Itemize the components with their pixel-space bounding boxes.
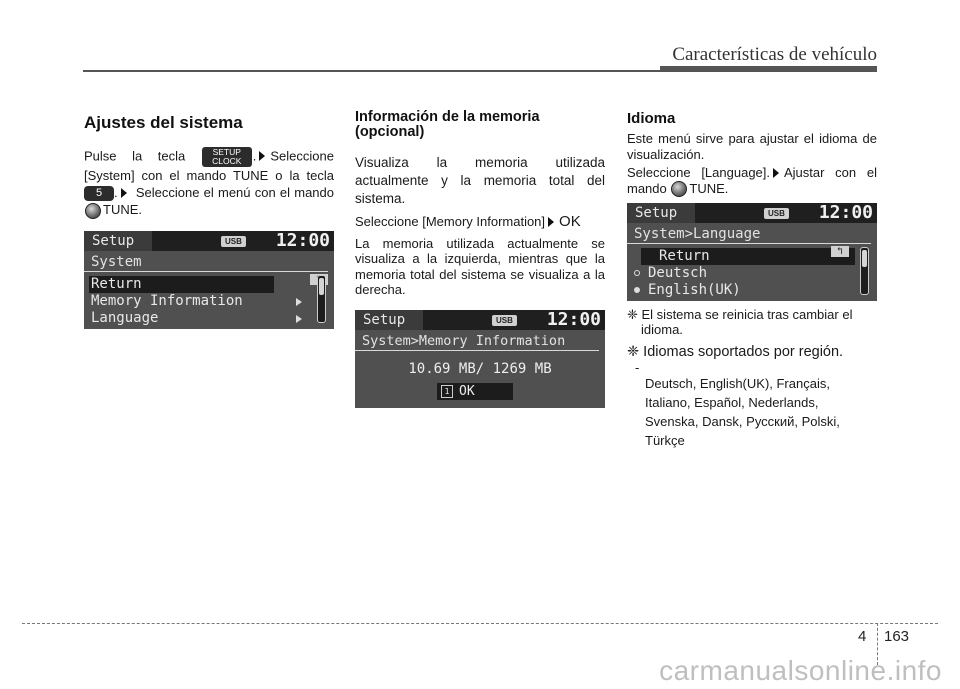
ok-button[interactable]: 1 OK	[437, 383, 513, 400]
screen-subtitle: System	[84, 253, 328, 272]
usb-badge: USB	[492, 315, 517, 326]
scrollbar[interactable]	[317, 275, 326, 323]
header-rule	[83, 70, 743, 72]
language-section	[627, 110, 877, 450]
language-menu-screen	[627, 203, 877, 301]
restart-note: ❈ El sistema se reinicia tras cambiar el idioma.	[627, 307, 853, 338]
radio-off-icon	[634, 270, 640, 276]
screen-title: Setup	[627, 203, 695, 223]
section-heading-language: Idioma	[627, 110, 676, 127]
usb-badge: USB	[221, 236, 246, 247]
list-item: Italiano, Español, Nederlands,	[645, 395, 819, 411]
tune-knob-icon	[85, 203, 101, 219]
screen-clock: 12:00	[546, 309, 601, 330]
section-heading-memory: Información de la memoria (opcional)	[355, 109, 540, 140]
scrollbar-thumb[interactable]	[319, 278, 324, 295]
arrow-right-icon	[259, 151, 265, 161]
watermark: carmanualsonline.info	[659, 655, 942, 686]
supported-languages-list	[635, 360, 877, 450]
radio-on-icon	[634, 287, 640, 293]
screen-subtitle: System>Language	[627, 225, 871, 244]
system-instructions: Pulse la tecla SETUP CLOCK . Seleccione [System] con el mando TUNE o la tecla 5 . Seleccione el menú con el mando TUNE.	[84, 147, 334, 218]
tune-knob-icon	[671, 181, 687, 197]
list-dash: -	[635, 360, 640, 376]
chevron-right-icon	[296, 315, 302, 323]
memory-description: Visualiza la memoria utilizada actualmente y la memoria total del sistema.	[355, 155, 605, 206]
language-description: Este menú sirve para ajustar el idioma de visualización.	[627, 131, 877, 162]
instruction-text: Pulse la tecla	[84, 148, 186, 164]
menu-item-language[interactable]: Language	[84, 310, 334, 327]
arrow-right-icon	[773, 168, 779, 178]
memory-usage-value: 10.69 MB/ 1269 MB	[408, 360, 552, 377]
screen-subtitle: System>Memory Information	[355, 332, 599, 351]
chapter-title: Características de vehículo	[672, 44, 877, 65]
menu-item-return[interactable]: Return	[641, 248, 855, 265]
memory-explanation: La memoria utilizada actualmente se visualiza a la izquierda, mientras que la memoria total del sistema se visualiza a la derecha.	[355, 235, 605, 297]
chevron-right-icon	[296, 298, 302, 306]
usb-badge: USB	[764, 208, 789, 219]
screen-header	[355, 310, 605, 330]
system-menu-screen	[84, 231, 334, 329]
supported-languages-note: ❈ Idiomas soportados por región.	[627, 344, 844, 361]
chapter-number: 4	[858, 628, 867, 645]
memory-information-screen	[355, 310, 605, 408]
screen-clock: 12:00	[818, 203, 873, 224]
memory-select-instruction: Seleccione [Memory Information] OK	[355, 213, 581, 230]
screen-title: Setup	[84, 231, 152, 251]
scrollbar[interactable]	[860, 247, 869, 295]
menu-item-memory-information[interactable]: Memory Information	[84, 293, 334, 310]
screen-clock: 12:00	[275, 230, 330, 251]
menu-item-return[interactable]: Return	[89, 276, 274, 293]
list-item: Deutsch, English(UK), Français,	[645, 376, 830, 392]
header-rule-accent	[660, 66, 877, 72]
setup-clock-key-icon: SETUP CLOCK	[202, 147, 252, 167]
language-option-english-uk[interactable]: English(UK)	[627, 282, 877, 299]
page-number: 163	[884, 628, 910, 645]
return-icon: ↰	[831, 246, 849, 257]
language-option-deutsch[interactable]: Deutsch	[627, 265, 877, 282]
preset-5-key-icon: 5	[84, 186, 114, 201]
list-item: Türkçe	[645, 433, 685, 449]
screen-header	[627, 203, 877, 223]
memory-information-section	[355, 110, 605, 408]
screen-header	[84, 231, 334, 251]
scrollbar-thumb[interactable]	[862, 250, 867, 267]
key-1-icon: 1	[441, 385, 453, 398]
footer-rule	[22, 623, 938, 624]
list-item: Svenska, Dansk, Русский, Polski,	[645, 414, 840, 430]
language-instruction: Seleccione [Language]. Ajustar con el mando TUNE.	[627, 165, 877, 196]
arrow-right-icon	[548, 217, 554, 227]
section-heading-system: Ajustes del sistema	[84, 113, 243, 132]
arrow-right-icon	[121, 188, 127, 198]
system-settings-section	[84, 110, 334, 329]
screen-title: Setup	[355, 310, 423, 330]
